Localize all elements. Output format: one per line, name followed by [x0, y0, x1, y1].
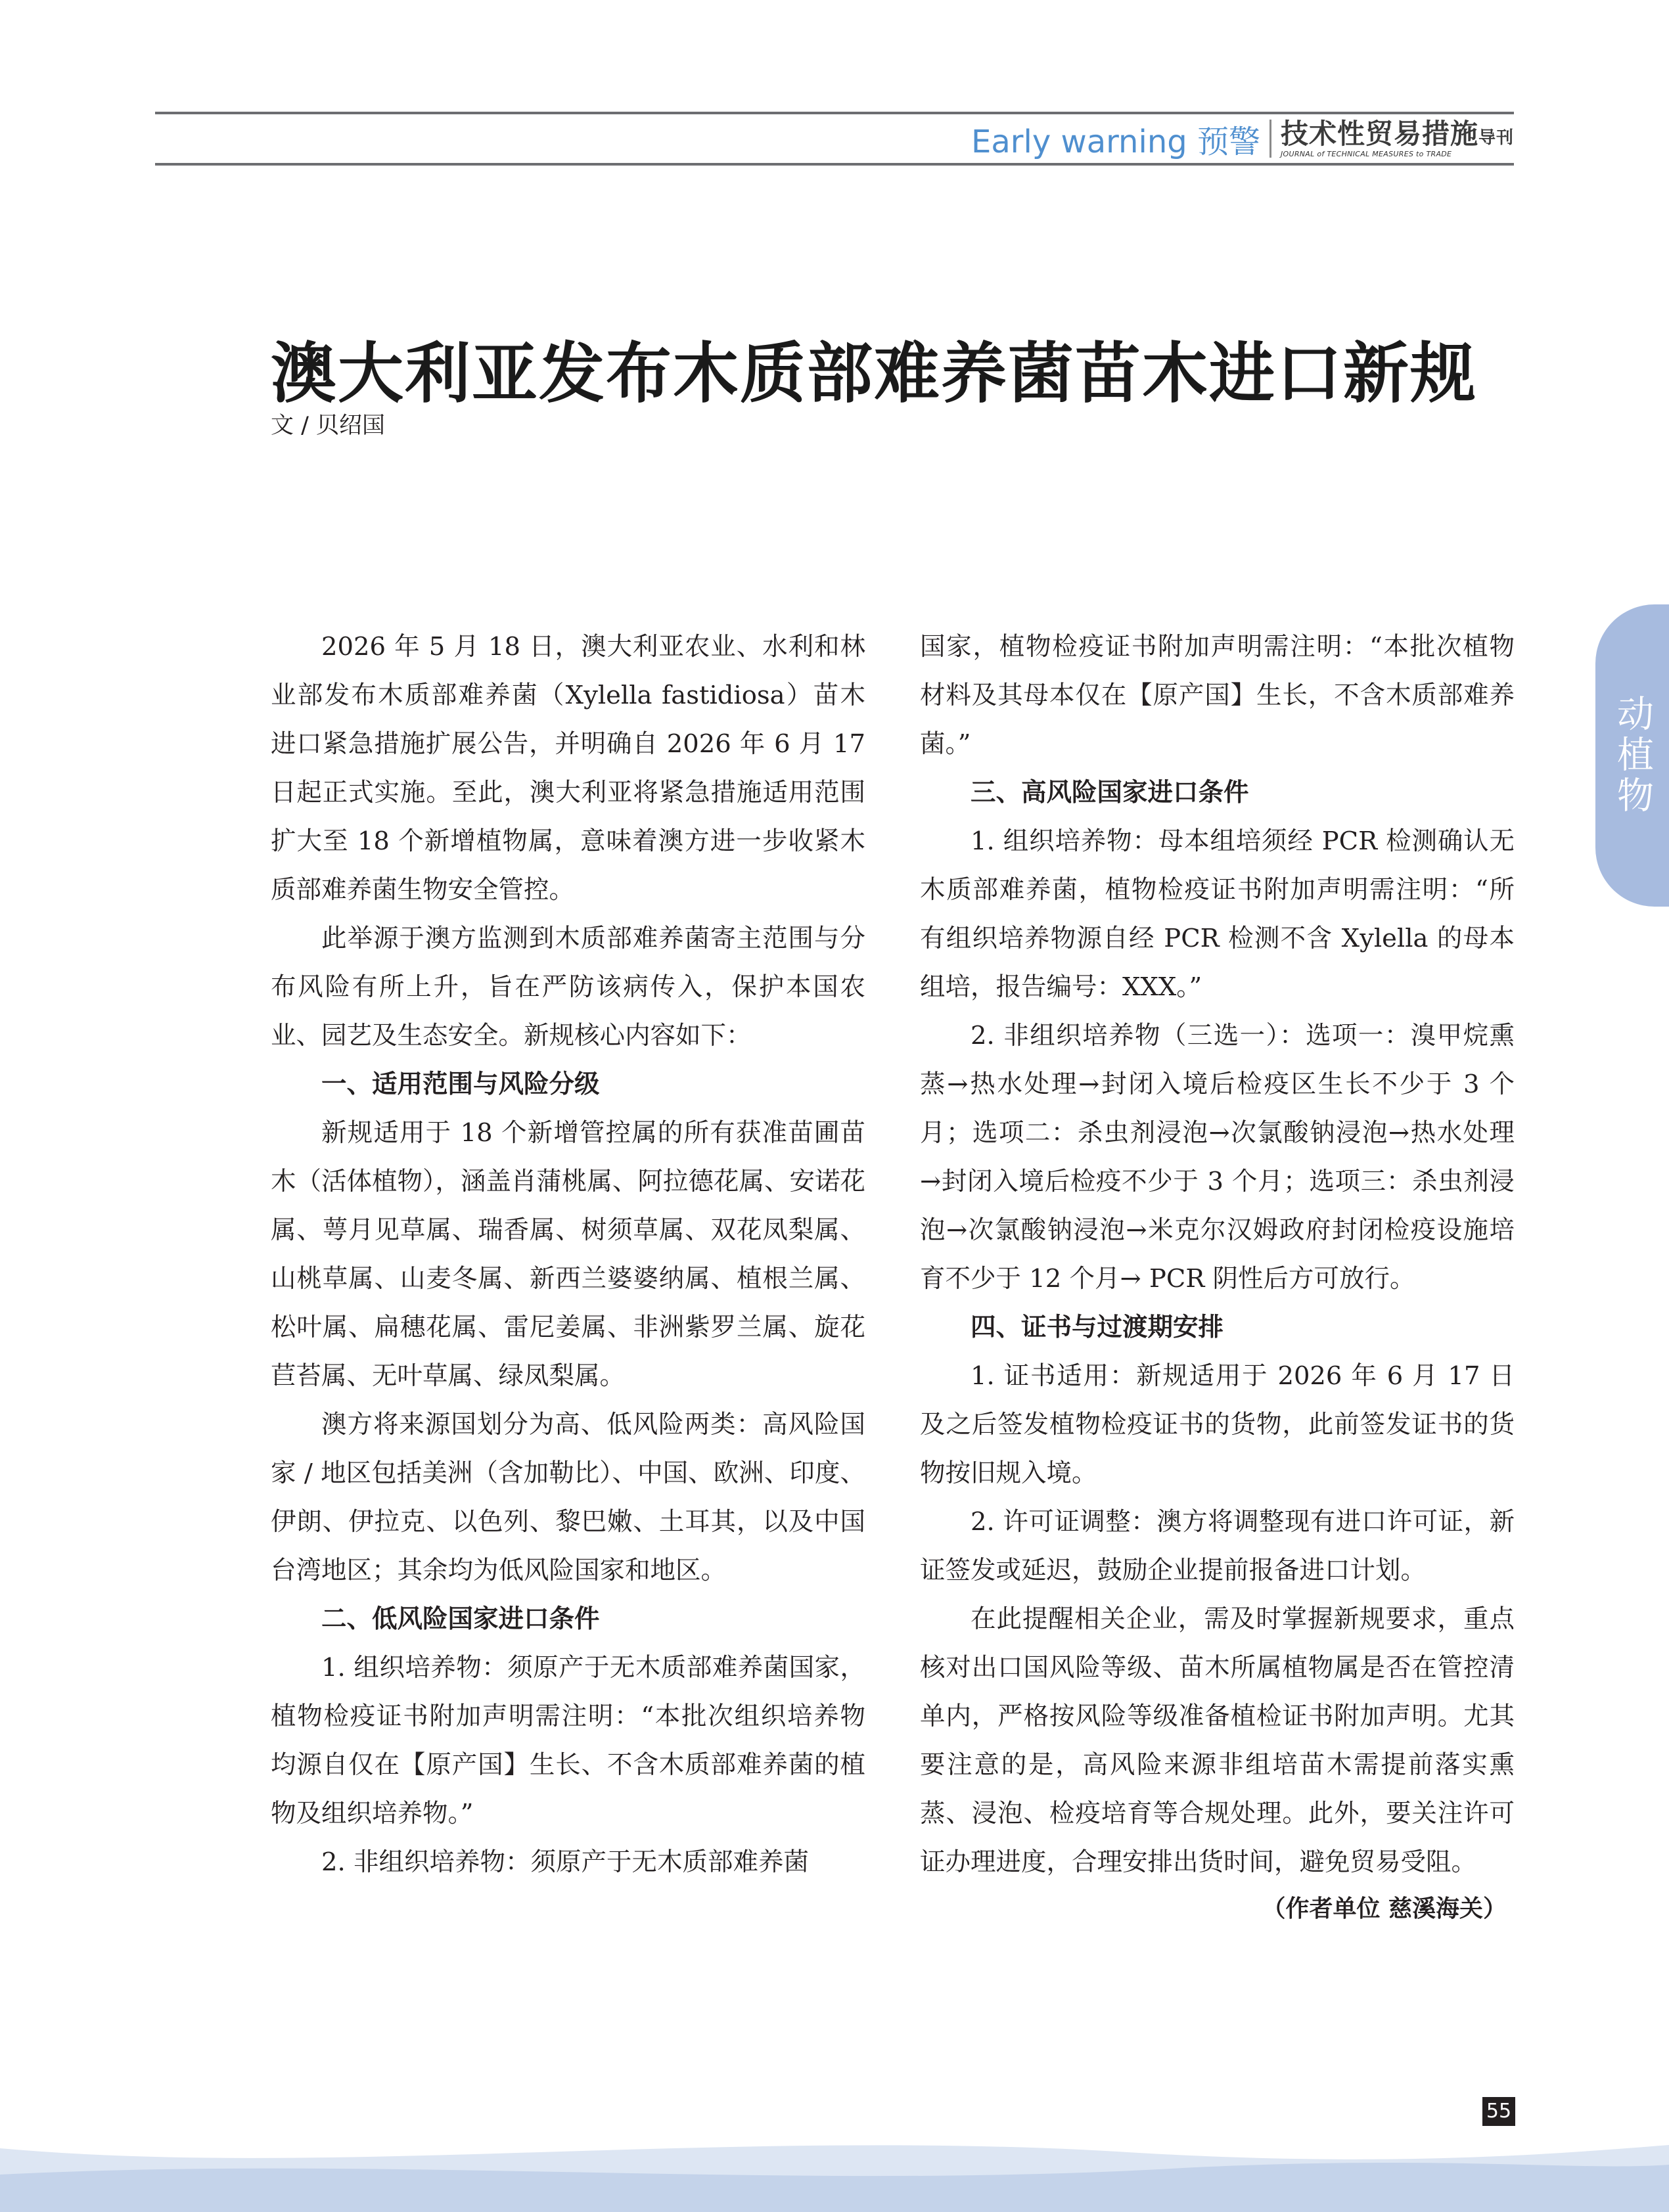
header-divider [1269, 120, 1271, 158]
section-heading: 三、高风险国家进口条件 [971, 778, 1249, 807]
paragraph: 澳方将来源国划分为高、低风险两类：高风险国家 / 地区包括美洲（含加勒比）、中国、欧洲、印度、伊朗、伊拉克、以色列、黎巴嫩、土耳其，以及中国台湾地区；其余均为低风险国家和地区。 [271, 1410, 865, 1585]
paragraph: 1. 证书适用：新规适用于 2026 年 6 月 17 日及之后签发植物检疫证书的货物，此前签发证书的货物按旧规入境。 [920, 1361, 1515, 1488]
header-rule-bottom [155, 163, 1514, 166]
category-tab-label: 动植物 [1611, 694, 1654, 817]
paragraph: 1. 组织培养物：母本组培须经 PCR 检测确认无木质部难养菌，植物检疫证书附加声明需注明：“所有组织培养物源自经 PCR 检测不含 Xylella 的母本组培，报告编号：XXX。” [920, 826, 1515, 1002]
section-label: Early warning 预警 [971, 123, 1260, 160]
paragraph: 1. 组织培养物：须原产于无木质部难养菌国家，植物检疫证书附加声明需注明：“本批次组织培养物均源自仅在【原产国】生长、不含木质部难养菌的植物及组织培养物。” [271, 1653, 865, 1828]
paragraph: 在此提醒相关企业，需及时掌握新规要求，重点核对出口国风险等级、苗木所属植物属是否在管控清单内，严格按风险等级准备植检证书附加声明。尤其要注意的是，高风险来源非组培苗木需提前落实熏蒸、浸泡、检疫培育等合规处理。此外，要关注许可证办理进度，合理安排出货时间，避免贸易受阻。 [920, 1604, 1515, 1877]
paragraph: 2. 非组织培养物：须原产于无木质部难养菌 [321, 1847, 809, 1877]
paragraph: 国家，植物检疫证书附加声明需注明：“本批次植物材料及其母本仅在【原产国】生长，不含木质部难养菌。” [920, 632, 1515, 759]
journal-name-en: JOURNAL of TECHNICAL MEASURES to TRADE [1280, 149, 1452, 158]
journal-name-cn: 技术性贸易措施导刊 [1280, 117, 1514, 150]
journal-logo [1280, 117, 1514, 158]
section-heading: 一、适用范围与风险分级 [321, 1070, 600, 1099]
article-byline: 文 / 贝绍国 [271, 413, 386, 439]
paragraph: 2. 非组织培养物（三选一）：选项一：溴甲烷熏蒸→热水处理→封闭入境后检疫区生长不少于 3 个月；选项二：杀虫剂浸泡→次氯酸钠浸泡→热水处理→封闭入境后检疫不少于 3 个月；选项三：杀虫剂浸泡→次氯酸钠浸泡→米克尔汉姆政府封闭检疫设施培育不少于 12 个月→ PCR 阴性后方可放行。 [920, 1021, 1515, 1294]
paragraph: 2026 年 5 月 18 日，澳大利亚农业、水利和林业部发布木质部难养菌（Xylella fastidiosa）苗木进口紧急措施扩展公告，并明确自 2026 年 6 月 17 日起正式实施。至此，澳大利亚将紧急措施适用范围扩大至 18 个新增植物属，意味着澳方进一步收紧木质部难养菌生物安全管控。 [271, 632, 865, 905]
bottom-wave-decoration [0, 2129, 1669, 2212]
paragraph: 新规适用于 18 个新增管控属的所有获准苗圃苗木（活体植物），涵盖肖蒲桃属、阿拉德花属、安诺花属、萼月见草属、瑞香属、树须草属、双花凤梨属、山桃草属、山麦冬属、新西兰婆婆纳属、植根兰属、松叶属、扁穗花属、雷尼姜属、非洲紫罗兰属、旋花苣苔属、无叶草属、绿凤梨属。 [271, 1118, 865, 1391]
section-heading: 二、低风险国家进口条件 [321, 1604, 600, 1634]
author-affiliation: （作者单位 慈溪海关） [1262, 1895, 1507, 1922]
article-column-left [271, 623, 865, 1887]
paragraph: 2. 许可证调整：澳方将调整现有进口许可证，新证签发或延迟，鼓励企业提前报备进口计划。 [920, 1507, 1515, 1585]
article-title: 澳大利亚发布木质部难养菌苗木进口新规 [271, 335, 1477, 412]
page-number: 55 [1482, 2097, 1515, 2126]
category-tab [1595, 604, 1669, 907]
article-column-right [920, 623, 1515, 1929]
section-heading: 四、证书与过渡期安排 [971, 1313, 1224, 1342]
running-header [971, 116, 1514, 162]
header-rule-top [155, 112, 1514, 114]
paragraph: 此举源于澳方监测到木质部难养菌寄主范围与分布风险有所上升，旨在严防该病传入，保护本国农业、园艺及生态安全。新规核心内容如下： [271, 924, 865, 1050]
